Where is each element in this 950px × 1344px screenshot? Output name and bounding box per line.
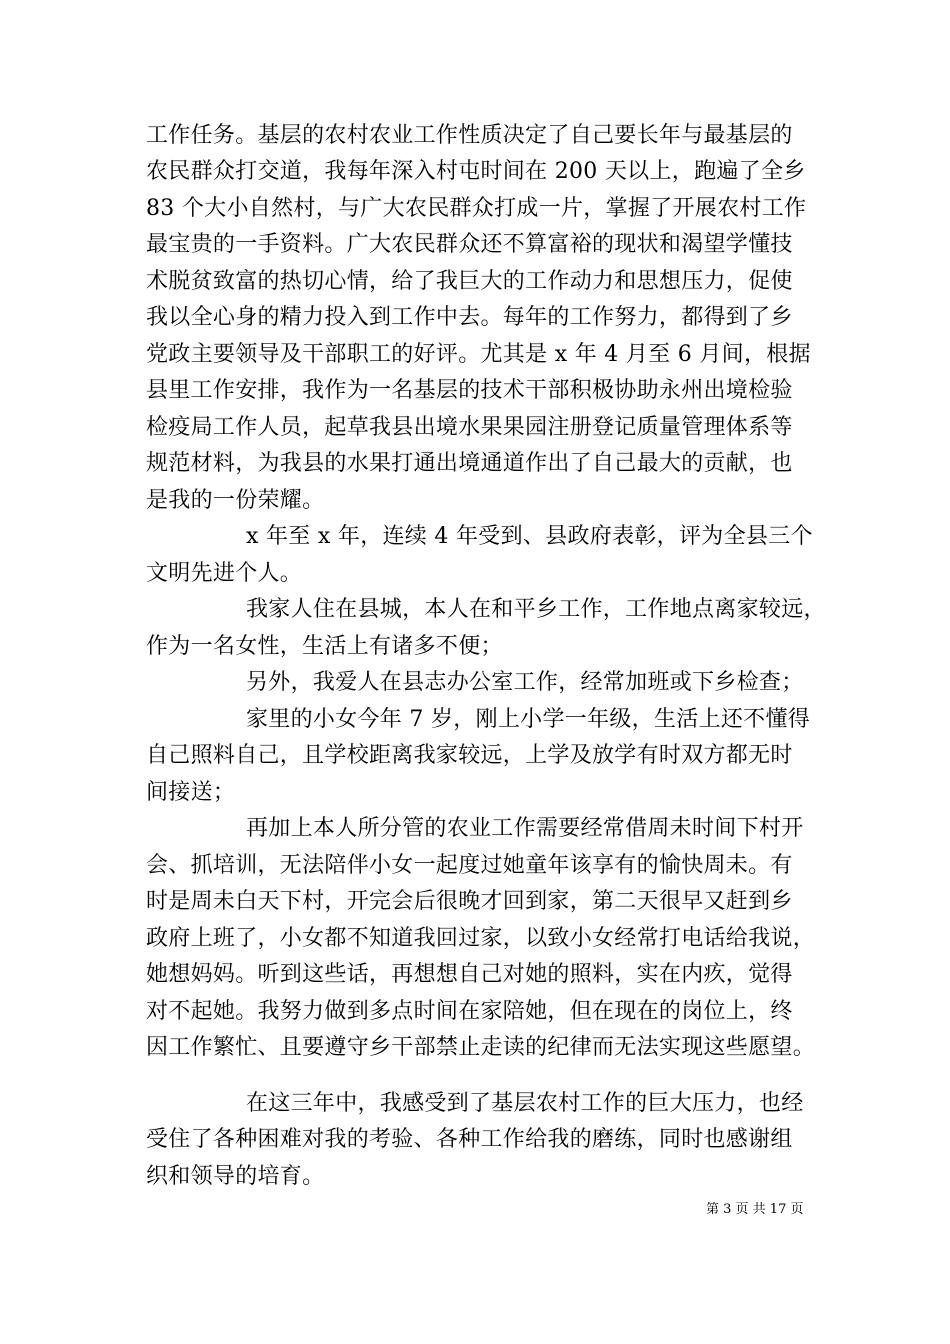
text-line: 自己照料自己，且学校距离我家较远，上学及放学有时双方都无时 — [146, 743, 793, 768]
text-line: 时是周未白天下村，开完会后很晚才回到家，第二天很早又赶到乡 — [146, 889, 793, 914]
text-line: 家里的小女今年 7 岁，刚上小学一年级，生活上还不懂得 — [246, 707, 811, 732]
text-line: 会、抓培训，无法陪伴小女一起度过她童年该享有的愉快周未。有 — [146, 853, 793, 878]
text-line: 最宝贵的一手资料。广大农民群众还不算富裕的现状和渴望学懂技 — [146, 232, 793, 257]
text-line: 县里工作安排，我作为一名基层的技术干部积极协助永州出境检验 — [146, 378, 793, 403]
text-line: 党政主要领导及干部职工的好评。尤其是 x 年 4 月至 6 月间，根据 — [146, 342, 811, 367]
text-line: 织和领导的培育。 — [146, 1164, 325, 1189]
text-line: 因工作繁忙、且要遵守乡干部禁止走读的纪律而无法实现这些愿望。 — [146, 1035, 816, 1060]
text-line: 规范材料，为我县的水果打通出境通道作出了自己最大的贡献，也 — [146, 451, 793, 476]
text-line: 是我的一份荣耀。 — [146, 488, 325, 513]
text-line: 检疫局工作人员，起草我县出境水果果园注册登记质量管理体系等 — [146, 415, 793, 440]
text-line: 术脱贫致富的热切心情，给了我巨大的工作动力和思想压力，促使 — [146, 269, 793, 294]
text-line: 另外，我爱人在县志办公室工作，经常加班或下乡检查； — [246, 670, 804, 695]
text-line: 我家人住在县城，本人在和平乡工作，工作地点离家较远， — [246, 597, 826, 622]
text-line: 工作任务。基层的农村农业工作性质决定了自己要长年与最基层的 — [146, 123, 793, 148]
text-line: 83 个大小自然村，与广大农民群众打成一片，掌握了开展农村工作 — [146, 196, 807, 221]
text-line: 在这三年中，我感受到了基层农村工作的巨大压力，也经 — [246, 1091, 804, 1116]
text-line: 作为一名女性，生活上有诸多不便； — [146, 634, 503, 659]
text-line: 间接送； — [146, 780, 236, 805]
text-line: 政府上班了，小女都不知道我回过家，以致小女经常打电话给我说， — [146, 926, 816, 951]
text-line: 文明先进个人。 — [146, 561, 303, 586]
text-line: 她想妈妈。听到这些话，再想想自己对她的照料，实在内疚，觉得 — [146, 962, 793, 987]
text-line: 农民群众打交道，我每年深入村屯时间在 200 天以上，跑遍了全乡 — [146, 159, 806, 184]
text-line: 对不起她。我努力做到多点时间在家陪她，但在现在的岗位上，终 — [146, 999, 793, 1024]
text-line: 再加上本人所分管的农业工作需要经常借周未时间下村开 — [246, 816, 804, 841]
text-line: x 年至 x 年，连续 4 年受到、县政府表彰，评为全县三个 — [246, 524, 813, 549]
text-line: 受住了各种困难对我的考验、各种工作给我的磨练，同时也感谢组 — [146, 1127, 793, 1152]
page-number: 第 3 页 共 17 页 — [706, 1202, 804, 1217]
text-line: 我以全心身的精力投入到工作中去。每年的工作努力，都得到了乡 — [146, 305, 793, 330]
